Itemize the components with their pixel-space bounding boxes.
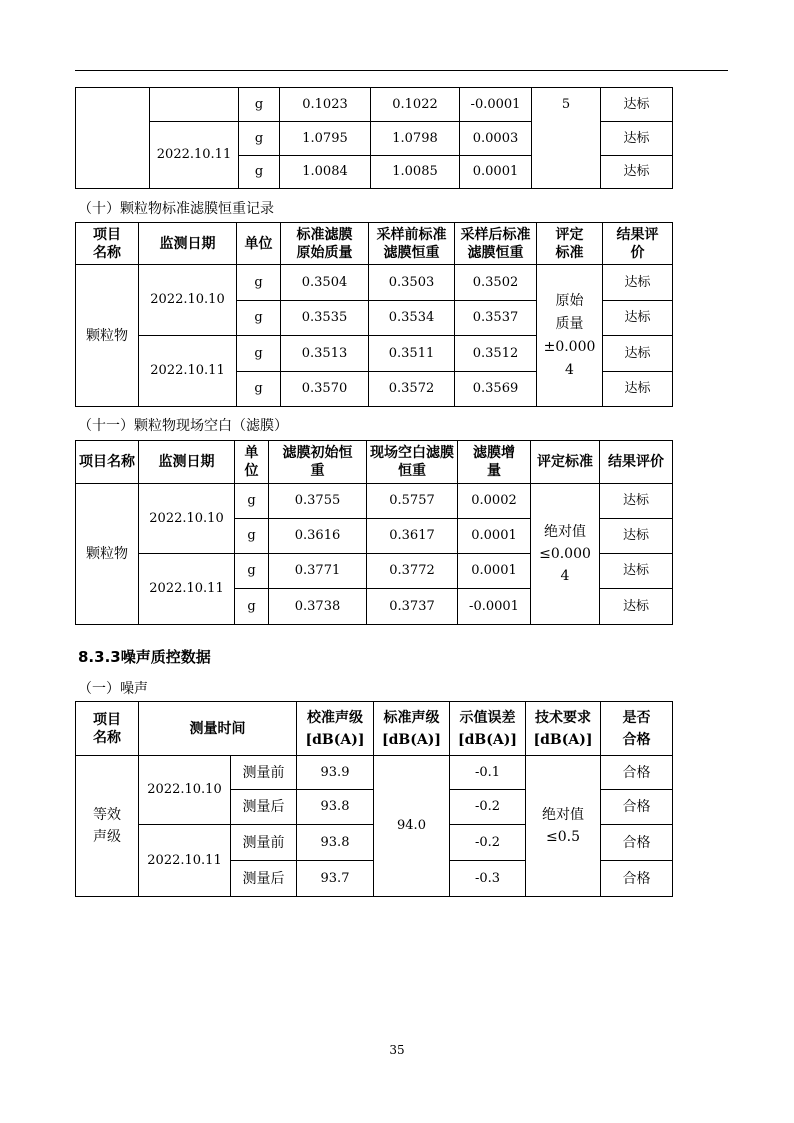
standard-cell: 绝对值 ≤0.000 4 bbox=[531, 484, 600, 625]
header-standard: 评定标准 bbox=[531, 441, 600, 484]
item-cell: 颗粒物 bbox=[76, 265, 139, 407]
value-cell: 0.3511 bbox=[369, 336, 455, 372]
value-cell: 93.7 bbox=[297, 861, 374, 897]
header-unit: 单 位 bbox=[235, 441, 269, 484]
value-cell: -0.2 bbox=[450, 825, 526, 861]
header-row bbox=[76, 223, 673, 265]
noise-table bbox=[75, 701, 673, 897]
value-cell: 0.3502 bbox=[455, 265, 537, 301]
unit-cell: g bbox=[235, 484, 269, 519]
header-item: 项目 名称 bbox=[76, 223, 139, 265]
header-standard: 评定 标准 bbox=[537, 223, 603, 265]
value-cell: 0.3755 bbox=[269, 484, 367, 519]
phase-cell: 测量前 bbox=[231, 825, 297, 861]
date-cell: 2022.10.10 bbox=[139, 484, 235, 554]
header-original: 标准滤膜 原始质量 bbox=[281, 223, 369, 265]
value-cell: 0.3569 bbox=[455, 372, 537, 407]
value-cell: -0.0001 bbox=[460, 88, 532, 122]
result-cell: 达标 bbox=[603, 372, 673, 407]
result-cell: 达标 bbox=[603, 336, 673, 372]
value-cell: -0.1 bbox=[450, 756, 526, 790]
result-cell: 达标 bbox=[600, 519, 673, 554]
std-level-cell: 94.0 bbox=[374, 756, 450, 897]
result-cell: 合格 bbox=[601, 825, 673, 861]
value-cell: 0.3513 bbox=[281, 336, 369, 372]
result-cell: 达标 bbox=[600, 484, 673, 519]
header-req: 技术要求 [dB(A)] bbox=[526, 702, 601, 756]
header-date: 监测日期 bbox=[139, 223, 237, 265]
table-row bbox=[76, 88, 673, 122]
value-cell: 0.0002 bbox=[458, 484, 531, 519]
header-item: 项目 名称 bbox=[76, 702, 139, 756]
value-cell: 0.3534 bbox=[369, 301, 455, 336]
header-item: 项目名称 bbox=[76, 441, 139, 484]
table-row bbox=[76, 265, 673, 301]
date-cell: 2022.10.11 bbox=[139, 336, 237, 407]
value-cell: 0.0001 bbox=[458, 519, 531, 554]
unit-cell: g bbox=[237, 301, 281, 336]
header-before: 采样前标准 滤膜恒重 bbox=[369, 223, 455, 265]
value-cell: 0.3570 bbox=[281, 372, 369, 407]
result-cell: 达标 bbox=[603, 301, 673, 336]
header-calib: 校准声级 [dB(A)] bbox=[297, 702, 374, 756]
value-cell: 0.1022 bbox=[371, 88, 460, 122]
result-cell: 达标 bbox=[601, 88, 673, 122]
phase-cell: 测量后 bbox=[231, 861, 297, 897]
standard-cell: 5 bbox=[532, 88, 601, 189]
header-time: 测量时间 bbox=[139, 702, 297, 756]
filter-weight-table bbox=[75, 222, 673, 407]
value-cell: 0.3772 bbox=[367, 554, 458, 589]
header-rule bbox=[75, 70, 728, 71]
value-cell: -0.0001 bbox=[458, 589, 531, 625]
unit-cell: g bbox=[239, 122, 280, 156]
header-unit: 单位 bbox=[237, 223, 281, 265]
table-caption: （十）颗粒物标准滤膜恒重记录 bbox=[78, 201, 274, 217]
table-continued bbox=[75, 87, 673, 189]
date-cell: 2022.10.10 bbox=[139, 265, 237, 336]
unit-cell: g bbox=[239, 88, 280, 122]
header-row bbox=[76, 702, 673, 756]
value-cell: 1.0798 bbox=[371, 122, 460, 156]
result-cell: 合格 bbox=[601, 861, 673, 897]
header-err: 示值误差 [dB(A)] bbox=[450, 702, 526, 756]
date-cell: 2022.10.11 bbox=[139, 554, 235, 625]
result-cell: 合格 bbox=[601, 756, 673, 790]
date-cell: 2022.10.10 bbox=[139, 756, 231, 825]
value-cell: 0.3512 bbox=[455, 336, 537, 372]
header-date: 监测日期 bbox=[139, 441, 235, 484]
unit-cell: g bbox=[237, 336, 281, 372]
unit-cell: g bbox=[237, 372, 281, 407]
header-blank: 现场空白滤膜 恒重 bbox=[367, 441, 458, 484]
value-cell: 0.3738 bbox=[269, 589, 367, 625]
value-cell: 1.0084 bbox=[280, 156, 371, 189]
value-cell: -0.2 bbox=[450, 790, 526, 825]
header-ok: 是否 合格 bbox=[601, 702, 673, 756]
item-cell bbox=[76, 88, 150, 189]
header-after: 采样后标准 滤膜恒重 bbox=[455, 223, 537, 265]
header-initial: 滤膜初始恒 重 bbox=[269, 441, 367, 484]
table-row bbox=[76, 484, 673, 519]
value-cell: 93.9 bbox=[297, 756, 374, 790]
table-caption: （十一）颗粒物现场空白（滤膜） bbox=[78, 418, 288, 434]
value-cell: 0.3537 bbox=[455, 301, 537, 336]
phase-cell: 测量后 bbox=[231, 790, 297, 825]
table-caption: （一）噪声 bbox=[78, 681, 148, 697]
value-cell: 93.8 bbox=[297, 825, 374, 861]
standard-cell: 原始 质量 ±0.000 4 bbox=[537, 265, 603, 407]
field-blank-table bbox=[75, 440, 673, 625]
result-cell: 达标 bbox=[600, 589, 673, 625]
value-cell: 0.3504 bbox=[281, 265, 369, 301]
value-cell: 0.0001 bbox=[458, 554, 531, 589]
value-cell: 0.3617 bbox=[367, 519, 458, 554]
header-gain: 滤膜增 量 bbox=[458, 441, 531, 484]
value-cell: 0.3535 bbox=[281, 301, 369, 336]
value-cell: 0.3737 bbox=[367, 589, 458, 625]
value-cell: 0.0001 bbox=[460, 156, 532, 189]
value-cell: 0.3616 bbox=[269, 519, 367, 554]
requirement-cell: 绝对值 ≤0.5 bbox=[526, 756, 601, 897]
value-cell: 0.0003 bbox=[460, 122, 532, 156]
result-cell: 达标 bbox=[600, 554, 673, 589]
header-std: 标准声级 [dB(A)] bbox=[374, 702, 450, 756]
result-cell: 合格 bbox=[601, 790, 673, 825]
value-cell: 0.3572 bbox=[369, 372, 455, 407]
unit-cell: g bbox=[235, 554, 269, 589]
page-number: 35 bbox=[389, 1043, 405, 1057]
header-result: 结果评 价 bbox=[603, 223, 673, 265]
value-cell: 93.8 bbox=[297, 790, 374, 825]
value-cell: 1.0795 bbox=[280, 122, 371, 156]
item-cell: 颗粒物 bbox=[76, 484, 139, 625]
unit-cell: g bbox=[235, 519, 269, 554]
value-cell: 1.0085 bbox=[371, 156, 460, 189]
unit-cell: g bbox=[239, 156, 280, 189]
item-cell: 等效 声级 bbox=[76, 756, 139, 897]
unit-cell: g bbox=[237, 265, 281, 301]
result-cell: 达标 bbox=[601, 122, 673, 156]
value-cell: 0.3503 bbox=[369, 265, 455, 301]
phase-cell: 测量前 bbox=[231, 756, 297, 790]
date-cell: 2022.10.11 bbox=[150, 122, 239, 189]
result-cell: 达标 bbox=[603, 265, 673, 301]
value-cell: 0.1023 bbox=[280, 88, 371, 122]
result-cell: 达标 bbox=[601, 156, 673, 189]
date-cell bbox=[150, 88, 239, 122]
header-row bbox=[76, 441, 673, 484]
table-row bbox=[76, 756, 673, 790]
header-result: 结果评价 bbox=[600, 441, 673, 484]
section-heading: 8.3.3噪声质控数据 bbox=[78, 648, 211, 666]
unit-cell: g bbox=[235, 589, 269, 625]
date-cell: 2022.10.11 bbox=[139, 825, 231, 897]
value-cell: 0.5757 bbox=[367, 484, 458, 519]
value-cell: 0.3771 bbox=[269, 554, 367, 589]
value-cell: -0.3 bbox=[450, 861, 526, 897]
